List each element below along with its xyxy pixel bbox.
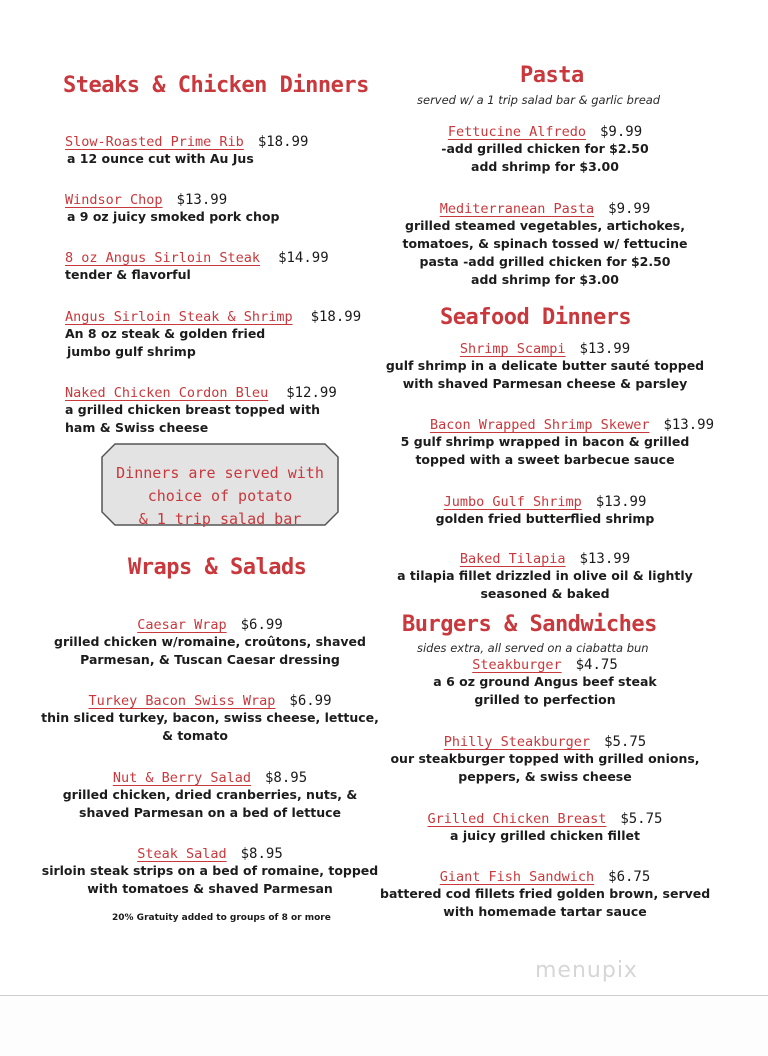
menu-item-steak-shrimp xyxy=(65,309,361,361)
item-desc: our steakburger topped with grilled onions, xyxy=(390,751,700,766)
notice-line: Dinners are served with xyxy=(116,464,324,482)
item-price: $14.99 xyxy=(278,250,329,266)
item-name: Fettucine Alfredo xyxy=(447,124,586,140)
item-name: Angus Sirloin Steak & Shrimp xyxy=(65,309,293,325)
item-price: $13.99 xyxy=(579,551,631,567)
item-name: Steak Salad xyxy=(137,846,227,862)
item-desc: battered cod fillets fried golden brown, served xyxy=(380,886,711,901)
item-desc: with shaved Parmesan cheese & parsley xyxy=(402,376,688,391)
item-price: $5.75 xyxy=(620,811,663,827)
menu-item-caesar-wrap xyxy=(40,617,380,669)
item-price: $13.99 xyxy=(663,417,715,433)
item-desc: with homemade tartar sauce xyxy=(443,904,647,919)
item-price: $4.75 xyxy=(575,657,618,673)
notice-line: choice of potato xyxy=(147,487,293,505)
item-price: $5.75 xyxy=(604,734,647,750)
menu-item-sirloin-steak xyxy=(65,250,329,284)
item-price: $8.95 xyxy=(240,846,283,862)
item-desc: & tomato xyxy=(162,728,228,743)
item-desc: 5 gulf shrimp wrapped in bacon & grilled xyxy=(400,434,690,449)
menu-item-bacon-shrimp-skewer xyxy=(380,417,715,469)
item-desc: gulf shrimp in a delicate butter sauté topped xyxy=(385,358,705,373)
menu-item-giant-fish-sandwich xyxy=(380,869,710,921)
item-desc: add shrimp for $3.00 xyxy=(471,159,619,174)
menu-item-steakburger xyxy=(380,657,710,709)
item-desc: topped with a sweet barbecue sauce xyxy=(415,452,675,467)
item-desc: grilled chicken w/romaine, croûtons, shaved xyxy=(54,634,366,649)
item-desc: Parmesan, & Tuscan Caesar dressing xyxy=(80,652,340,667)
item-name: Jumbo Gulf Shrimp xyxy=(443,494,582,510)
steaks-section-title: Steaks & Chicken Dinners xyxy=(63,73,369,98)
item-desc: An 8 oz steak & golden fried xyxy=(65,326,266,341)
item-desc: grilled chicken, dried cranberries, nuts, & xyxy=(62,787,358,802)
item-desc: a juicy grilled chicken fillet xyxy=(450,828,640,843)
menu-item-philly-steakburger xyxy=(380,734,710,786)
menu-item-prime-rib xyxy=(65,134,308,168)
item-price: $9.99 xyxy=(600,124,643,140)
item-price: $13.99 xyxy=(579,341,631,357)
item-price: $12.99 xyxy=(286,385,337,401)
item-name: Windsor Chop xyxy=(65,192,163,208)
item-price: $18.99 xyxy=(257,134,309,150)
item-name: Shrimp Scampi xyxy=(459,341,566,357)
item-desc: a grilled chicken breast topped with xyxy=(65,402,320,417)
item-desc: ham & Swiss cheese xyxy=(65,420,209,435)
item-desc: jumbo gulf shrimp xyxy=(67,344,196,359)
item-price: $13.99 xyxy=(595,494,647,510)
item-name: Nut & Berry Salad xyxy=(112,770,251,786)
item-name: Turkey Bacon Swiss Wrap xyxy=(88,693,276,709)
item-name: Bacon Wrapped Shrimp Skewer xyxy=(430,417,650,433)
item-desc: grilled to perfection xyxy=(474,692,616,707)
item-desc: tender & flavorful xyxy=(65,267,191,282)
notice-line: & 1 trip salad bar xyxy=(138,510,302,528)
item-desc: -add grilled chicken for $2.50 xyxy=(441,141,649,156)
dinner-notice-box xyxy=(101,443,339,526)
item-price: $8.95 xyxy=(265,770,308,786)
menu-item-turkey-wrap xyxy=(40,693,380,745)
item-price: $18.99 xyxy=(310,309,362,325)
item-name: Grilled Chicken Breast xyxy=(427,811,607,827)
burgers-section-title: Burgers & Sandwiches xyxy=(402,612,657,637)
item-name: 8 oz Angus Sirloin Steak xyxy=(65,250,261,266)
item-price: $6.75 xyxy=(608,869,651,885)
item-desc: pasta -add grilled chicken for $2.50 xyxy=(419,254,671,269)
wraps-section-title: Wraps & Salads xyxy=(128,555,307,580)
menu-item-nut-berry-salad xyxy=(40,770,380,822)
item-price: $13.99 xyxy=(176,192,228,208)
item-desc: thin sliced turkey, bacon, swiss cheese, lettuce, xyxy=(41,710,379,725)
item-desc: grilled steamed vegetables, artichokes, xyxy=(405,218,685,233)
menu-item-shrimp-scampi xyxy=(380,341,710,393)
menu-item-fettucine-alfredo xyxy=(380,124,710,176)
item-name: Caesar Wrap xyxy=(137,617,227,633)
item-desc: a 6 oz ground Angus beef steak xyxy=(433,674,657,689)
item-name: Slow-Roasted Prime Rib xyxy=(65,134,244,150)
item-desc: add shrimp for $3.00 xyxy=(471,272,619,287)
item-name: Giant Fish Sandwich xyxy=(439,869,595,885)
item-price: $9.99 xyxy=(608,201,651,217)
pasta-subtitle: served w/ a 1 trip salad bar & garlic bread xyxy=(417,93,661,107)
burgers-subtitle: sides extra, all served on a ciabatta bun xyxy=(417,641,649,655)
item-desc: a 12 ounce cut with Au Jus xyxy=(67,151,254,166)
menu-item-baked-tilapia xyxy=(380,551,710,603)
item-desc: sirloin steak strips on a bed of romaine, topped xyxy=(41,863,379,878)
item-price: $6.99 xyxy=(289,693,332,709)
menu-item-grilled-chicken-breast xyxy=(380,811,710,845)
menu-item-steak-salad xyxy=(40,846,380,898)
item-desc: a 9 oz juicy smoked pork chop xyxy=(67,209,280,224)
item-desc: seasoned & baked xyxy=(480,586,610,601)
item-price: $6.99 xyxy=(240,617,283,633)
item-name: Naked Chicken Cordon Bleu xyxy=(65,385,269,401)
item-desc: peppers, & swiss cheese xyxy=(458,769,632,784)
item-name: Steakburger xyxy=(472,657,562,673)
item-desc: golden fried butterflied shrimp xyxy=(435,511,655,526)
item-name: Mediterranean Pasta xyxy=(439,201,595,217)
item-desc: tomatoes, & spinach tossed w/ fettucine xyxy=(402,236,688,251)
menu-item-jumbo-gulf-shrimp xyxy=(380,494,710,528)
item-name: Baked Tilapia xyxy=(459,551,566,567)
item-desc: a tilapia fillet drizzled in olive oil & lightly xyxy=(397,568,693,583)
pasta-section-title: Pasta xyxy=(520,63,584,88)
seafood-section-title: Seafood Dinners xyxy=(440,305,632,330)
gratuity-note: 20% Gratuity added to groups of 8 or more xyxy=(112,913,331,923)
item-name: Philly Steakburger xyxy=(443,734,591,750)
menu-item-cordon-bleu xyxy=(65,385,337,437)
menu-item-mediterranean-pasta xyxy=(380,201,710,289)
menu-item-windsor-chop xyxy=(65,192,279,226)
item-desc: shaved Parmesan on a bed of lettuce xyxy=(79,805,341,820)
item-desc: with tomatoes & shaved Parmesan xyxy=(87,881,333,896)
watermark-logo: menupix xyxy=(535,958,638,983)
